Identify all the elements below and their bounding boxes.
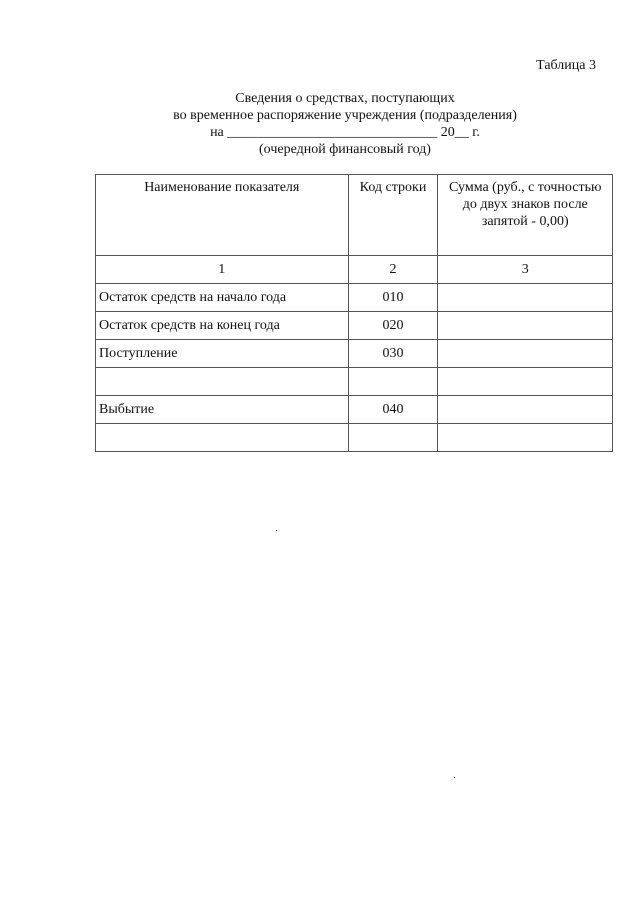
row-code-cell: 040 <box>348 396 438 424</box>
row-sum-cell[interactable] <box>438 340 613 368</box>
heading-line-2: во временное распоряжение учреждения (подразделения) <box>173 108 517 123</box>
header-indicator-name: Наименование показателя <box>96 175 349 256</box>
row-name-cell: Выбытие <box>96 396 349 424</box>
scan-speck <box>276 530 277 531</box>
row-code-cell: 010 <box>348 284 438 312</box>
row-sum-cell[interactable] <box>438 284 613 312</box>
row-name-cell: Остаток средств на конец года <box>96 312 349 340</box>
funds-table <box>95 174 613 452</box>
row-name-cell: Остаток средств на начало года <box>96 284 349 312</box>
heading-line-4: (очередной финансовый год) <box>259 142 431 157</box>
row-sum-cell[interactable] <box>438 396 613 424</box>
table-row <box>96 368 613 396</box>
table-row <box>96 396 613 424</box>
column-number-3: 3 <box>438 256 613 284</box>
header-row-code: Код строки <box>348 175 438 256</box>
row-sum-cell[interactable] <box>438 368 613 396</box>
heading-line-3: на ______________________________ 20__ г. <box>210 125 480 140</box>
heading-line-1: Сведения о средствах, поступающих <box>235 91 455 106</box>
document-heading <box>0 90 640 158</box>
column-number-1: 1 <box>96 256 349 284</box>
row-code-cell: 030 <box>348 340 438 368</box>
table-row <box>96 284 613 312</box>
column-number-2: 2 <box>348 256 438 284</box>
row-sum-cell[interactable] <box>438 424 613 452</box>
row-code-cell[interactable] <box>348 368 438 396</box>
row-name-cell: Поступление <box>96 340 349 368</box>
table-row <box>96 424 613 452</box>
row-name-cell[interactable] <box>96 368 349 396</box>
table-row <box>96 340 613 368</box>
scan-speck <box>454 777 455 778</box>
row-name-cell[interactable] <box>96 424 349 452</box>
row-code-cell[interactable] <box>348 424 438 452</box>
row-code-cell: 020 <box>348 312 438 340</box>
column-numbers-row <box>96 256 613 284</box>
row-sum-cell[interactable] <box>438 312 613 340</box>
table-header-row <box>96 175 613 256</box>
table-row <box>96 312 613 340</box>
table-number-label: Таблица 3 <box>536 58 596 73</box>
header-amount: Сумма (руб., с точностью до двух знаков после запятой - 0,00) <box>438 175 613 256</box>
